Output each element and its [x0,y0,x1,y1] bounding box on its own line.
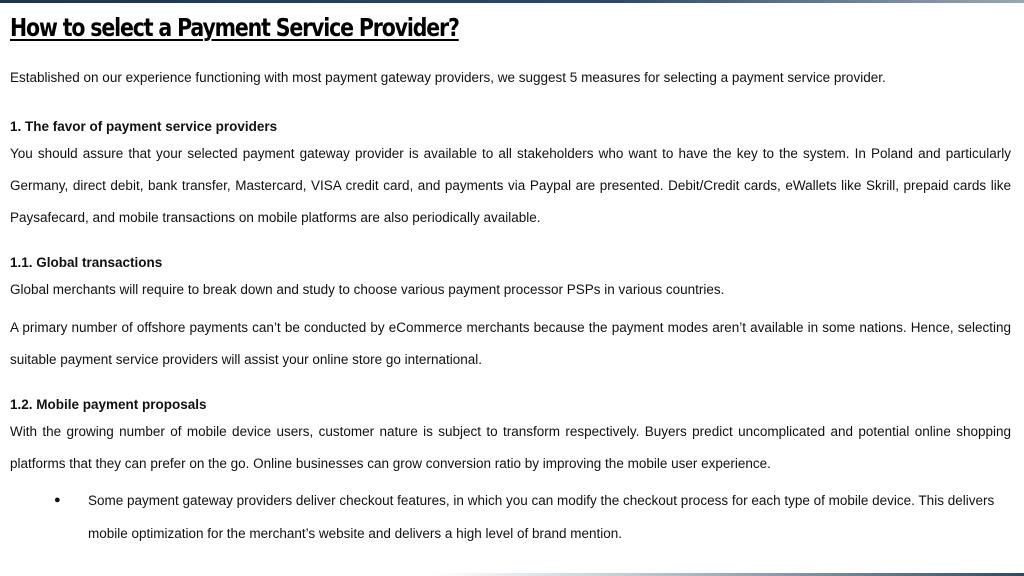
section-paragraph: With the growing number of mobile device users, customer nature is subject to transform respectively. Buyers predict uncomplicated and potential online shopping platforms that they can prefer on the go. Online businesses can grow conversion ratio by improving the mobile user experience. [10,424,1011,471]
bullet-list [10,484,1011,550]
list-item [10,484,1011,550]
section-paragraph: Global merchants will require to break down and study to choose various payment processor PSPs in various countries. [10,282,725,297]
intro-paragraph: Established on our experience functioning with most payment gateway providers, we suggest 5 measures for selecting a payment service provider. [10,70,886,85]
bullet-icon: ● [54,494,61,506]
list-item-text: Some payment gateway providers deliver checkout features, in which you can modify the checkout process for each type of mobile device. This delivers mobile optimization for the merchant’s website and delivers a high level of brand mention. [88,493,995,541]
section-heading: 1.2. Mobile payment proposals [10,397,207,412]
page-title: How to select a Payment Service Provider? [10,13,459,42]
section-paragraph: You should assure that your selected payment gateway provider is available to all stakeholders who want to have the key to the system. In Poland and particularly Germany, direct debit, bank transfer, Mastercard, VISA credit card, and payments via Paypal are presented. Debit/Credit cards, eWallets like Skrill, prepaid cards like Paysafecard, and mobile transactions on mobile platforms are also periodically available. [10,146,1011,225]
section-global-transactions [10,252,1011,376]
section-heading: 1.1. Global transactions [10,255,163,270]
document-page [10,10,1011,550]
top-decorative-rule [0,0,1024,3]
section-psp-favor [10,116,1011,234]
section-paragraph: A primary number of offshore payments can’t be conducted by eCommerce merchants because the payment modes aren’t available in some nations. Hence, selecting suitable payment service providers will assist your online store go international. [10,320,1011,367]
section-mobile-payments [10,394,1011,550]
section-heading: 1. The favor of payment service providers [10,119,278,134]
